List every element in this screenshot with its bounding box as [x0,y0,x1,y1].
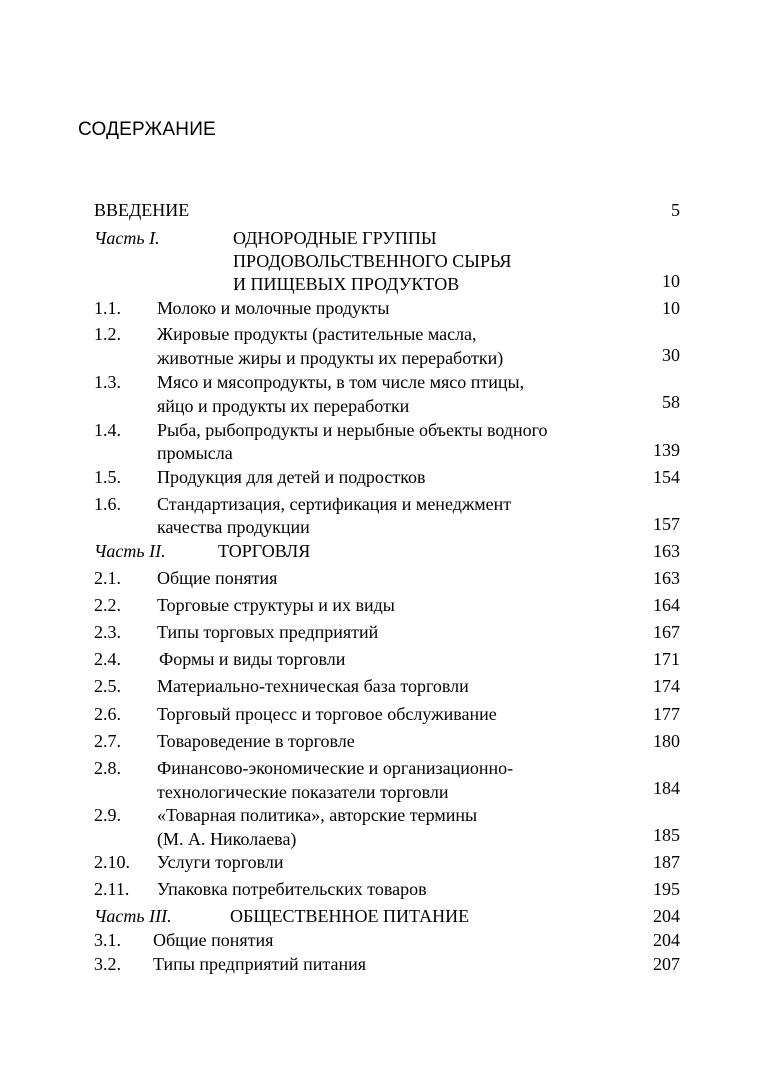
toc-intro-label: ВВЕДЕНИЕ [94,200,190,220]
toc-item-title: Рыба, рыбопродукты и нерыбные объекты водного [157,420,548,440]
toc-part2-title: ТОРГОВЛЯ [218,541,311,561]
toc-item-page: 180 [653,731,680,751]
toc-item-number: 2.10. [94,852,130,872]
toc-item-title-cont: технологические показатели торговли [157,782,449,802]
toc-item-number: 1.5. [94,467,121,487]
toc-item-page: 167 [653,622,680,642]
toc-item-number: 1.4. [94,420,121,440]
toc-item-number: 2.9. [94,805,121,825]
toc-item-page: 30 [662,345,680,365]
toc-item-number: 2.4. [94,649,121,669]
toc-item-title: Стандартизация, сертификация и менеджмент [157,494,512,514]
toc-item-number: 2.3. [94,622,121,642]
toc-item-title: Формы и виды торговли [159,649,346,669]
toc-item-title: Продукция для детей и подростков [157,467,426,487]
page-title: СОДЕРЖАНИЕ [78,119,216,140]
toc-item-title: Типы торговых предприятий [157,622,379,642]
toc-item-page: 10 [662,298,680,318]
toc-item-page: 157 [653,514,680,534]
toc-item-page: 195 [653,879,680,899]
toc-item-title-cont: яйцо и продукты их переработки [157,396,410,416]
toc-item-page: 185 [653,825,680,845]
toc-item-title: Типы предприятий питания [153,954,367,974]
toc-item-page: 204 [653,930,680,950]
toc-item-number: 1.3. [94,372,121,392]
toc-item-number: 2.7. [94,731,121,751]
toc-item-page: 154 [653,467,680,487]
toc-item-title-cont: качества продукции [157,517,310,537]
toc-item-title-cont: (М. А. Николаева) [157,829,297,849]
toc-item-title-cont: промысла [157,443,233,463]
toc-item-page: 171 [653,649,680,669]
toc-item-page: 164 [653,595,680,615]
toc-item-page: 184 [653,778,680,798]
toc-part1-page: 10 [662,271,680,291]
toc-item-page: 207 [653,954,680,974]
toc-item-page: 177 [653,704,680,724]
toc-item-number: 2.6. [94,704,121,724]
toc-part2-page: 163 [653,541,680,561]
toc-item-title: Жировые продукты (растительные масла, [157,324,477,344]
toc-item-title: Мясо и мясопродукты, в том числе мясо птицы, [157,372,525,392]
toc-item-title: «Товарная политика», авторские термины [157,805,478,825]
toc-item-title: Молоко и молочные продукты [157,298,390,318]
toc-item-title: Материально-техническая база торговли [157,676,469,696]
toc-item-title: Услуги торговли [157,852,284,872]
toc-part1-title-line2: ПРОДОВОЛЬСТВЕННОГО СЫРЬЯ [233,251,512,271]
toc-part3-title: ОБЩЕСТВЕННОЕ ПИТАНИЕ [230,906,470,926]
toc-item-number: 1.1. [94,298,121,318]
toc-item-title: Товароведение в торговле [157,731,355,751]
toc-item-number: 2.8. [94,758,121,778]
toc-part1-title-line1: ОДНОРОДНЫЕ ГРУППЫ [233,228,437,248]
toc-item-number: 2.1. [94,568,121,588]
toc-part2-label: Часть II. [94,541,166,561]
toc-item-title: Финансово-экономические и организационно- [157,758,514,778]
toc-item-number: 3.2. [94,954,121,974]
toc-item-number: 3.1. [94,930,121,950]
toc-item-page: 58 [662,392,680,412]
toc-item-title: Упаковка потребительских товаров [157,879,427,899]
toc-item-title: Общие понятия [153,930,274,950]
toc-item-page: 187 [653,852,680,872]
toc-part1-label: Часть I. [94,228,160,248]
toc-part3-page: 204 [653,906,680,926]
toc-item-number: 1.2. [94,324,121,344]
toc-item-number: 2.2. [94,595,121,615]
toc-item-title: Общие понятия [157,568,278,588]
toc-item-page: 163 [653,568,680,588]
toc-intro-page: 5 [671,200,680,220]
toc-item-page: 174 [653,676,680,696]
toc-item-number: 2.11. [94,879,130,899]
toc-item-title: Торговый процесс и торговое обслуживание [157,704,497,724]
toc-part1-title-line3: И ПИЩЕВЫХ ПРОДУКТОВ [233,274,460,294]
toc-part3-label: Часть III. [94,906,172,926]
toc-item-title-cont: животные жиры и продукты их переработки) [157,348,504,368]
toc-item-number: 2.5. [94,676,121,696]
toc-item-title: Торговые структуры и их виды [157,595,395,615]
toc-item-page: 139 [653,440,680,460]
toc-item-number: 1.6. [94,494,121,514]
